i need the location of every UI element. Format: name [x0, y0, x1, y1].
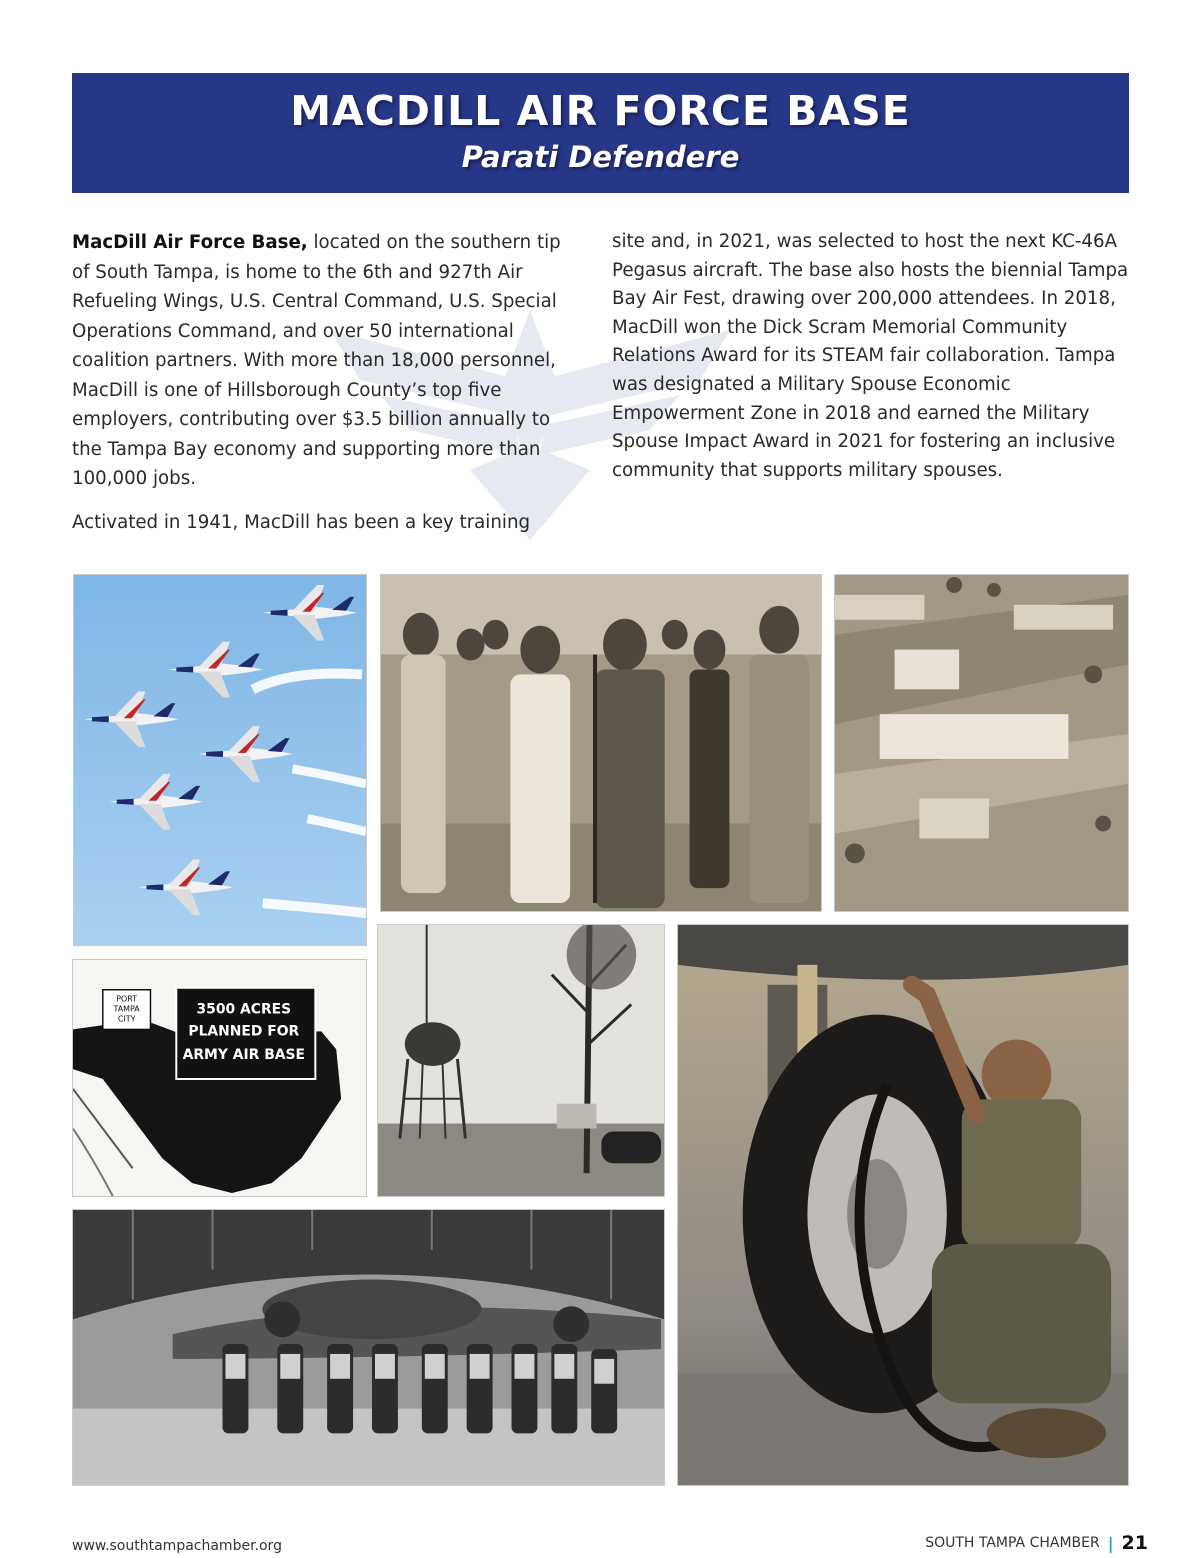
intro-paragraph — [72, 228, 582, 494]
page-subtitle: Parati Defendere — [461, 140, 740, 174]
page-number: 21 — [1121, 1532, 1148, 1554]
history-paragraph-start: Activated in 1941, MacDill has been a key training — [72, 511, 531, 533]
intro-text: located on the southern tip of South Tampa, is home to the 6th and 927th Air Refueling Wings, U.S. Central Command, U.S. Special Operations Command, and over 50 international coalition partners. With more than 18,000 personnel, MacDill is one of Hillsborough County’s top five employers, contributing over $3.5 billion annually to the Tampa Bay economy and supporting more than 100,000 jobs. — [72, 232, 561, 489]
map-corner-line3: CITY — [117, 1014, 136, 1024]
water-tower-photo — [377, 924, 665, 1197]
intro-lead: MacDill Air Force Base, — [72, 232, 308, 253]
map-caption-line1: 3500 ACRES — [196, 1001, 292, 1018]
footer-publication — [925, 1532, 1148, 1554]
map-caption-line3: ARMY AIR BASE — [182, 1047, 306, 1064]
map-caption-line2: PLANNED FOR — [188, 1023, 300, 1040]
footer-separator: | — [1107, 1533, 1114, 1553]
thunderbirds-jets-photo — [73, 574, 367, 946]
page-title: MACDILL AIR FORCE BASE — [290, 87, 911, 135]
aerial-base-buildings-photo — [834, 574, 1129, 912]
bomber-crew-photo — [72, 1209, 665, 1486]
body-column-right — [612, 228, 1132, 499]
map-corner-line2: TAMPA — [113, 1004, 140, 1014]
history-paragraph-continued: site and, in 2021, was selected to host the next KC-46A Pegasus aircraft. The base also hosts the biennial Tampa Bay Air Fest, drawing over 200,000 attendees. In 2018, MacDill won the Dick Scram Memorial Community Relations Award for its STEAM fair collaboration. Tampa was designated a Military Spouse Economic Empowerment Zone in 2018 and earned the Military Spouse Impact Award in 2021 for fostering an inclusive community that supports military spouses. — [612, 231, 1129, 481]
air-base-map-clipping — [72, 959, 367, 1197]
map-corner-line1: PORT — [116, 994, 138, 1004]
airman-landing-gear-photo — [677, 924, 1129, 1486]
title-banner — [72, 73, 1129, 193]
publication-name: SOUTH TAMPA CHAMBER — [925, 1535, 1100, 1551]
body-column-left — [72, 228, 582, 551]
ceremony-officials-photo — [380, 574, 822, 912]
footer-website: www.southtampachamber.org — [72, 1538, 282, 1554]
